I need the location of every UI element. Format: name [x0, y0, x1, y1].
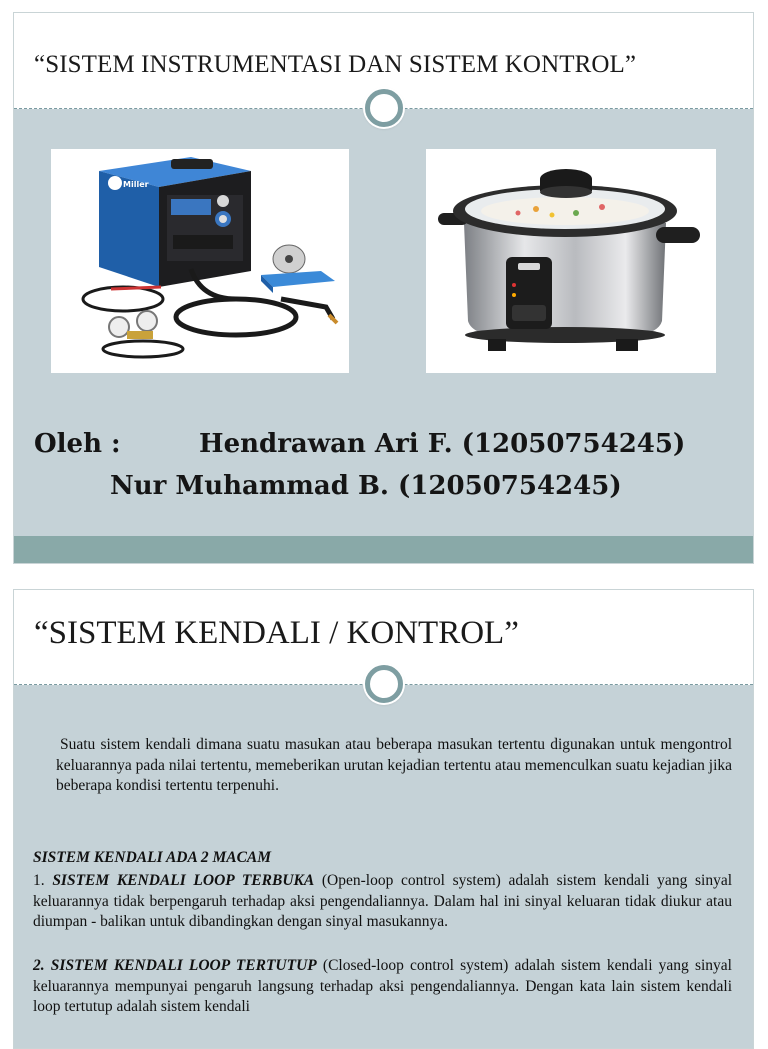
author-name-1: Hendrawan Ari F. (12050754245)	[199, 429, 686, 459]
list-item	[33, 956, 732, 1018]
slide-title: “SISTEM INSTRUMENTASI DAN SISTEM KONTROL”	[34, 51, 637, 78]
rice-cooker-icon	[426, 149, 716, 373]
intro-paragraph: Suatu sistem kendali dimana suatu masukan atau beberapa masukan tertentu digunakan untuk mengontrol keluarannya pada nilai tertentu, memeberikan urutan kejadian tertentu atau memenculkan suatu kejadian jika beberapa kondisi tertentu terpenuhi.	[56, 736, 732, 794]
circle-ornament-icon	[365, 665, 403, 703]
item-description: (Open-loop control system) adalah sistem kendali yang sinyal keluarannya tidak berpengaruh terhadap aksi pengendaliannya. Dalam hal ini sinyal keluaran tidak diukur atau diumpan - balikan untuk dibandingkan dengan sinyal masukannya.	[33, 872, 733, 930]
rice-cooker-image	[426, 149, 716, 373]
content-slide	[13, 589, 754, 1049]
author-label: Oleh :	[34, 429, 121, 459]
item-name: SISTEM KENDALI LOOP TERBUKA	[52, 872, 315, 889]
footer-bar	[14, 536, 753, 563]
welding-machine-icon	[51, 149, 349, 373]
svg-text:Miller: Miller	[123, 180, 149, 189]
circle-ornament-icon	[365, 89, 403, 127]
welding-machine-image	[51, 149, 349, 373]
item-number: 1.	[33, 872, 45, 889]
item-name: SISTEM KENDALI LOOP TERTUTUP	[50, 957, 317, 974]
author-name-2: Nur Muhammad B. (12050754245)	[110, 471, 622, 501]
title-slide	[13, 12, 754, 564]
item-description: (Closed-loop control system) adalah sistem kendali yang sinyal keluarannya mempunyai pengaruh langsung terhadap aksi pengendaliannya. Dengan kata lain sistem kendali loop tertutup adalah sistem kendali	[33, 957, 732, 1015]
item-number: 2.	[33, 957, 45, 974]
section-heading: SISTEM KENDALI ADA 2 MACAM	[33, 849, 272, 866]
list-item	[33, 871, 732, 933]
slide-title: “SISTEM KENDALI / KONTROL”	[34, 615, 519, 651]
